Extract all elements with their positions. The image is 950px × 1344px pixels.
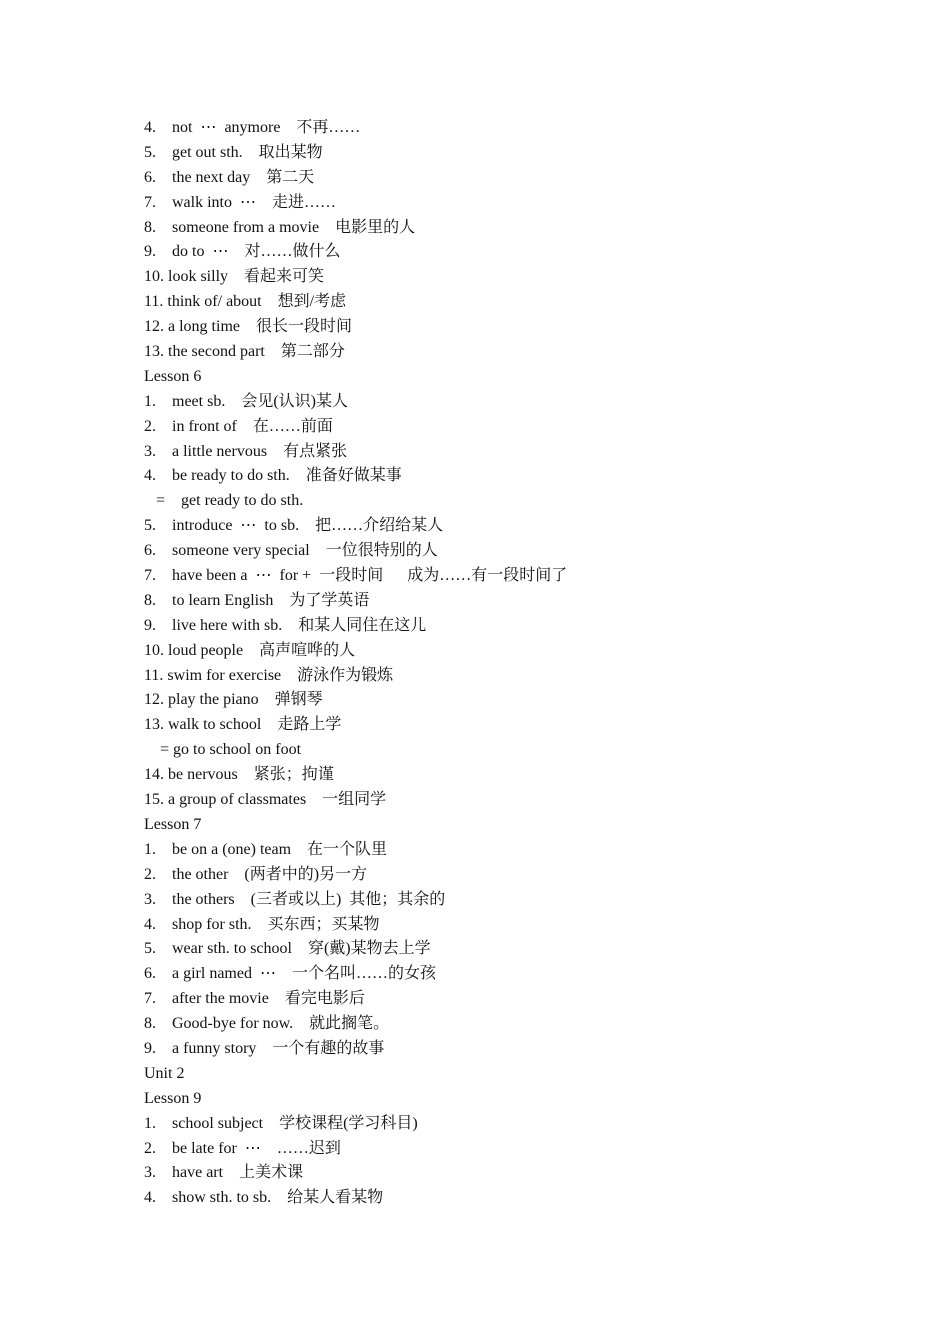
- text-line: 13. walk to school 走路上学: [144, 716, 342, 734]
- text-line: 13. the second part 第二部分: [144, 343, 345, 361]
- text-line: 1. meet sb. 会见(认识)某人: [144, 392, 348, 410]
- text-line: 9. live here with sb. 和某人同住在这儿: [144, 616, 427, 634]
- text-line: 2. in front of 在……前面: [144, 417, 333, 435]
- text-line: = get ready to do sth.: [144, 492, 304, 510]
- text-line: 5. introduce ⋯ to sb. 把……介绍给某人: [144, 517, 444, 535]
- text-line: 4. show sth. to sb. 给某人看某物: [144, 1189, 384, 1207]
- unit-heading: Unit 2: [144, 1064, 185, 1082]
- text-line: 5. get out sth. 取出某物: [144, 143, 323, 161]
- text-line: 3. a little nervous 有点紧张: [144, 442, 348, 460]
- text-line: 4. not ⋯ anymore 不再……: [144, 119, 361, 136]
- document-body: [144, 116, 567, 1211]
- text-line: 2. be late for ⋯ ……迟到: [144, 1139, 341, 1157]
- text-line: = go to school on foot: [144, 741, 302, 759]
- text-line: 3. the others (三者或以上) 其他；其余的: [144, 890, 446, 908]
- text-line: 1. be on a (one) team 在一个队里: [144, 840, 388, 858]
- text-line: 6. someone very special 一位很特别的人: [144, 542, 438, 560]
- text-line: 15. a group of classmates 一组同学: [144, 791, 387, 809]
- text-line: 11. swim for exercise 游泳作为锻炼: [144, 666, 394, 684]
- text-line: 4. be ready to do sth. 准备好做某事: [144, 467, 402, 485]
- lesson-heading: Lesson 7: [144, 815, 202, 833]
- text-line: 8. someone from a movie 电影里的人: [144, 218, 416, 236]
- text-line: 12. a long time 很长一段时间: [144, 318, 352, 336]
- text-line: 7. have been a ⋯ for + 一段时间 成为……有一段时间了: [144, 567, 568, 585]
- text-line: 7. walk into ⋯ 走进……: [144, 193, 336, 211]
- text-line: 14. be nervous 紧张；拘谨: [144, 766, 334, 784]
- text-line: 12. play the piano 弹钢琴: [144, 691, 323, 709]
- text-line: 10. loud people 高声喧哗的人: [144, 641, 356, 659]
- text-line: 8. Good-bye for now. 就此搁笔。: [144, 1015, 390, 1033]
- text-line: 10. look silly 看起来可笑: [144, 268, 325, 286]
- text-line: 2. the other (两者中的)另一方: [144, 865, 368, 883]
- lesson-heading: Lesson 6: [144, 367, 202, 385]
- text-line: 11. think of/ about 想到/考虑: [144, 293, 347, 311]
- text-line: 7. after the movie 看完电影后: [144, 990, 365, 1008]
- text-line: 4. shop for sth. 买东西；买某物: [144, 915, 380, 933]
- text-line: 9. do to ⋯ 对……做什么: [144, 243, 341, 261]
- text-line: 6. the next day 第二天: [144, 168, 315, 186]
- text-line: 3. have art 上美术课: [144, 1164, 304, 1182]
- text-line: 8. to learn English 为了学英语: [144, 591, 370, 609]
- lesson-heading: Lesson 9: [144, 1089, 202, 1107]
- text-line: 6. a girl named ⋯ 一个名叫……的女孩: [144, 965, 436, 983]
- text-line: 1. school subject 学校课程(学习科目): [144, 1114, 418, 1132]
- text-line: 5. wear sth. to school 穿(戴)某物去上学: [144, 940, 431, 958]
- text-line: 9. a funny story 一个有趣的故事: [144, 1039, 385, 1057]
